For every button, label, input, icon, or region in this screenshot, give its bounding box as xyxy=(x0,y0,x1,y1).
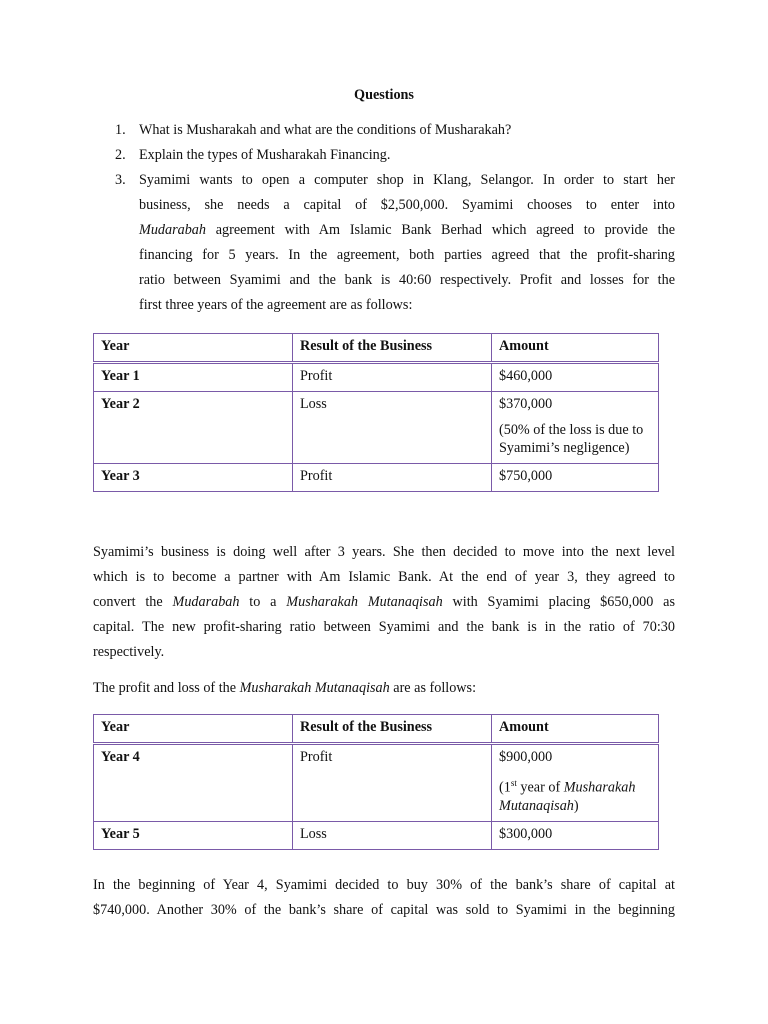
paragraph-line: convert the Mudarabah to a Musharakah Mutanaqisah with Syamimi placing $650,000 as xyxy=(93,594,675,610)
cell-result: Profit xyxy=(293,363,492,392)
table-mudarabah-results xyxy=(93,333,659,492)
cell-amount: $300,000 xyxy=(492,821,659,849)
table-row xyxy=(94,821,659,849)
column-header-amount: Amount xyxy=(492,334,659,363)
table-row xyxy=(94,392,659,464)
cell-amount xyxy=(492,744,659,822)
column-header-year: Year xyxy=(94,334,293,363)
question-line: first three years of the agreement are as follows: xyxy=(139,297,413,313)
cell-result: Profit xyxy=(293,744,492,822)
cell-year: Year 5 xyxy=(94,821,293,849)
amount-note: (50% of the loss is due to Syamimi’s negligence) xyxy=(499,422,644,456)
cell-year: Year 3 xyxy=(94,464,293,492)
amount-value: $370,000 xyxy=(499,396,553,412)
italic-term: Musharakah Mutanaqisah xyxy=(239,680,390,696)
paragraph-line: In the beginning of Year 4, Syamimi decided to buy 30% of the bank’s share of capital at xyxy=(93,877,675,893)
page-title: Questions xyxy=(354,87,414,103)
question-line: Mudarabah agreement with Am Islamic Bank Berhad which agreed to provide the xyxy=(139,222,675,238)
paragraph-line: which is to become a partner with Am Islamic Bank. At the end of year 3, they agreed to xyxy=(93,569,675,585)
italic-term: Mudarabah xyxy=(172,594,240,610)
table-musharakah-results xyxy=(93,714,659,850)
question-number: 3. xyxy=(115,172,126,188)
table-header-row xyxy=(94,715,659,744)
cell-year: Year 1 xyxy=(94,363,293,392)
question-line: business, she needs a capital of $2,500,000. Syamimi chooses to enter into xyxy=(139,197,675,213)
column-header-result: Result of the Business xyxy=(293,715,492,744)
question-item xyxy=(93,143,675,168)
paragraph-line: respectively. xyxy=(93,644,165,660)
question-number: 1. xyxy=(115,122,126,138)
column-header-amount: Amount xyxy=(492,715,659,744)
question-item xyxy=(93,168,675,318)
question-line: ratio between Syamimi and the bank is 40:60 respectively. Profit and losses for the xyxy=(139,272,675,288)
paragraph-line: capital. The new profit-sharing ratio between Syamimi and the bank is in the ratio of 70:30 xyxy=(93,619,675,635)
question-line: financing for 5 years. In the agreement, both parties agreed that the profit-sharing xyxy=(139,247,675,263)
italic-term: Mudarabah xyxy=(139,222,206,238)
cell-result: Profit xyxy=(293,464,492,492)
column-header-year: Year xyxy=(94,715,293,744)
cell-year: Year 4 xyxy=(94,744,293,822)
cell-result: Loss xyxy=(293,821,492,849)
column-header-result: Result of the Business xyxy=(293,334,492,363)
questions-list xyxy=(93,118,675,318)
cell-year: Year 2 xyxy=(94,392,293,464)
paragraph-intro-table2: The profit and loss of the Musharakah Mutanaqisah are as follows: xyxy=(93,680,477,696)
cell-amount xyxy=(492,392,659,464)
question-number: 2. xyxy=(115,147,126,163)
question-line: Syamimi wants to open a computer shop in Klang, Selangor. In order to start her xyxy=(139,172,675,188)
question-text: Explain the types of Musharakah Financing. xyxy=(139,147,391,163)
paragraph-line: Syamimi’s business is doing well after 3 years. She then decided to move into the next level xyxy=(93,544,675,560)
table-row xyxy=(94,744,659,822)
amount-value: $900,000 xyxy=(499,749,553,765)
paragraph-share-purchase xyxy=(93,873,675,923)
question-item xyxy=(93,118,675,143)
paragraph-partnership xyxy=(93,540,675,665)
table-row xyxy=(94,464,659,492)
amount-note: (1st year of Musharakah Mutanaqisah) xyxy=(499,778,636,814)
paragraph-line: $740,000. Another 30% of the bank’s share of capital was sold to Syamimi in the beginning xyxy=(93,902,675,918)
cell-amount: $750,000 xyxy=(492,464,659,492)
cell-amount: $460,000 xyxy=(492,363,659,392)
italic-term: Musharakah Mutanaqisah xyxy=(286,594,443,610)
table-row xyxy=(94,363,659,392)
italic-term: Musharakah Mutanaqisah xyxy=(499,779,636,814)
table-header-row xyxy=(94,334,659,363)
question-text: What is Musharakah and what are the conditions of Musharakah? xyxy=(139,122,512,138)
cell-result: Loss xyxy=(293,392,492,464)
